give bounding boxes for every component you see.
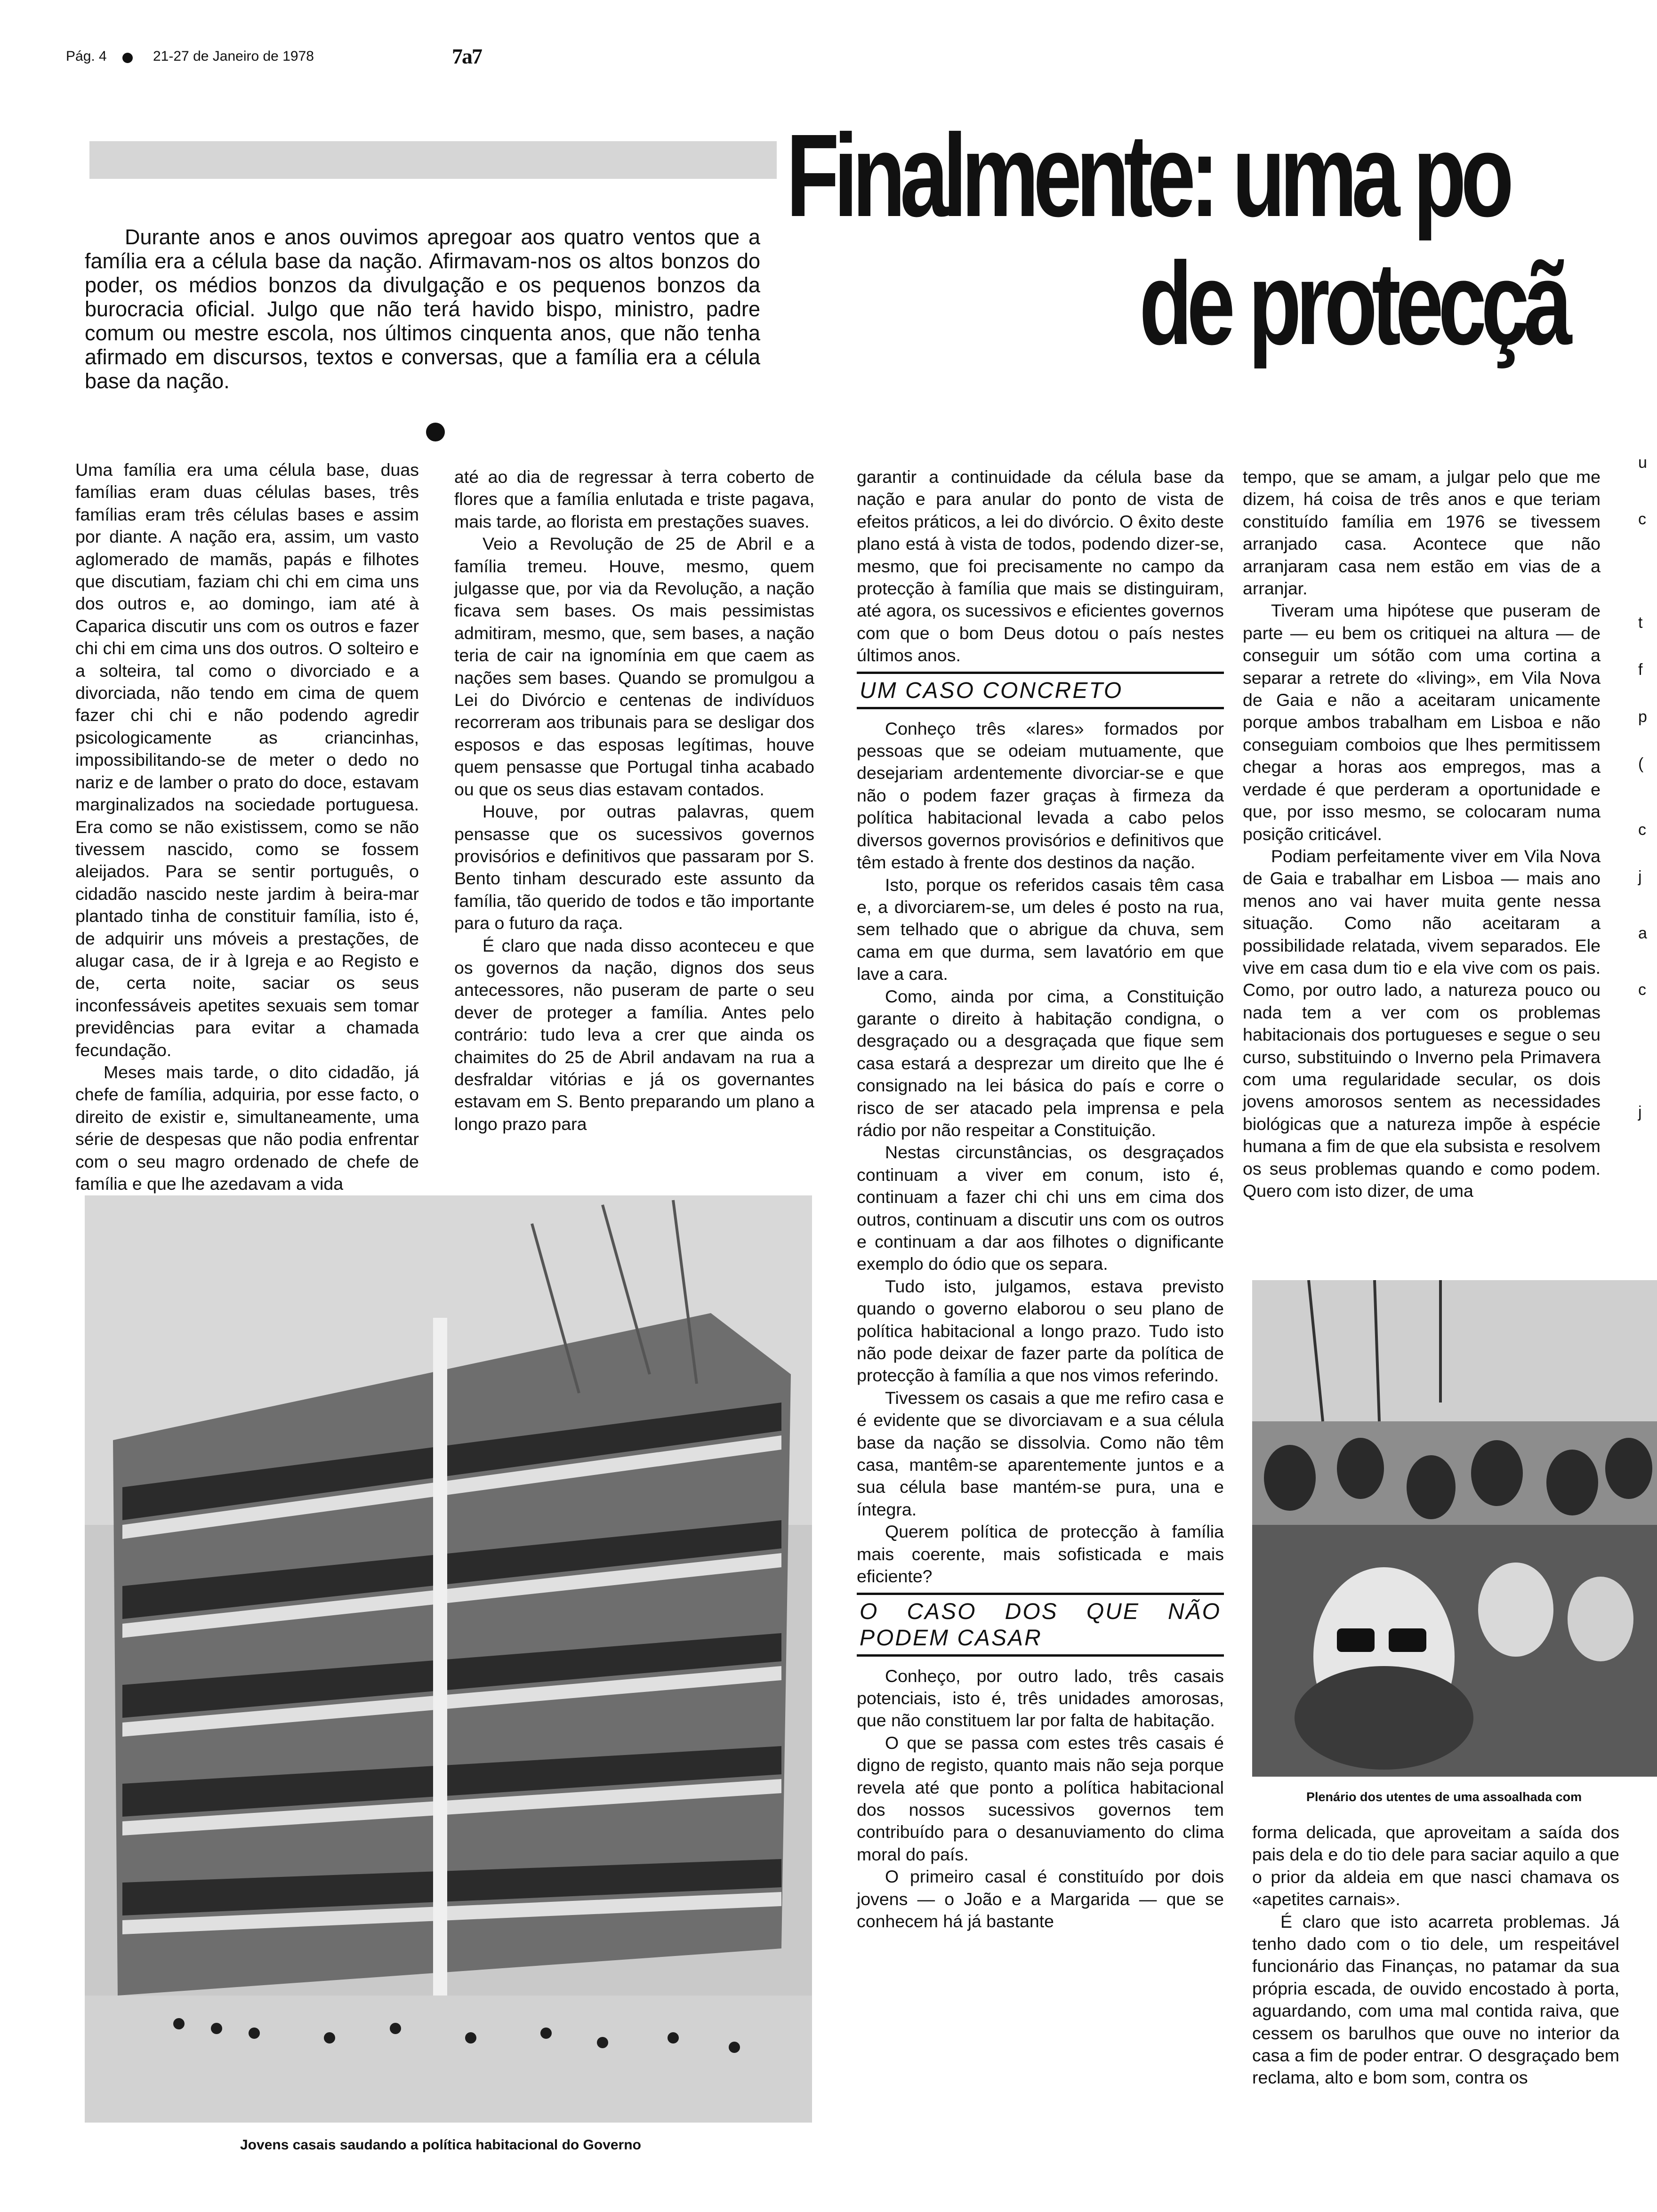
edge-fragment: p bbox=[1638, 708, 1647, 726]
intro-paragraph bbox=[85, 225, 760, 393]
intro-text: Durante anos e anos ouvimos apregoar aos quatro ventos que a família era a célula base da nação. Afirmavam-nos os altos bonzos do poder, os médios bonzos da divulgação e os pequenos bonzos da burocracia oficial. Julgo que não terá havido bispo, ministro, padre comum ou mestre escola, nos últimos cinquenta anos, que não tenha afirmado em discursos, textos e conversas, que a família era a célula base da nação. bbox=[85, 225, 760, 393]
paragraph: garantir a continuidade da célula base da nação e para anular do ponto de vista de efeitos práticos, a lei do divórcio. O êxito deste plano está à vista de todos, podendo dizer-se, mesmo, que foi precisamente no campo da protecção à família que mais se distinguiram, até agora, os sucessivos e eficientes governos com que o bom Deus dotou o país nestes últimos anos. bbox=[857, 467, 1224, 665]
paragraph: até ao dia de regressar à terra coberto de flores que a família enlutada e triste pagava, mais tarde, ao florista em prestações suaves. bbox=[454, 467, 814, 531]
article-column-2 bbox=[454, 466, 814, 1135]
article-column-4 bbox=[1243, 466, 1601, 1202]
edge-fragment: f bbox=[1638, 661, 1643, 679]
paragraph: Tivessem os casais a que me refiro casa e é evidente que se divorciavam e a sua célula base da nação se dissolvia. Como não têm casa, mantêm-se aparentemente juntos e a sua célula base mantém-se pura, una e íntegra. bbox=[857, 1387, 1224, 1519]
paragraph: Houve, por outras palavras, quem pensasse que os sucessivos governos provisórios e definitivos que passaram por S. Bento tinham descurado este assunto da família, tão querido de todos e tão importante para o futuro da raça. bbox=[454, 801, 814, 933]
page-header bbox=[66, 45, 1638, 73]
paragraph: tempo, que se amam, a julgar pelo que me dizem, há coisa de três anos e que teriam constituído família em 1976 se tivessem arranjado casa. Acontece que não arranjaram casa nem estão em vias de a arranjar. bbox=[1243, 467, 1601, 599]
crowd-illustration bbox=[1252, 1280, 1657, 1777]
edge-fragment: u bbox=[1638, 454, 1647, 472]
article-column-1 bbox=[75, 459, 419, 1195]
edge-fragment: c bbox=[1638, 821, 1646, 839]
headline-line-2: de protecçã bbox=[1139, 238, 1567, 369]
article-column-3 bbox=[857, 466, 1224, 1932]
edge-fragment: t bbox=[1638, 614, 1643, 632]
paragraph: É claro que nada disso aconteceu e que os governos da nação, dignos dos seus antecessores, não puseram de parte o seu dever de proteger a família. Antes pelo contrário: tudo leva a crer que ainda os chaimites do 25 de Abril andavam na rua a desfraldar vitórias e já os governantes estavam em S. Bento preparando um plano a longo prazo para bbox=[454, 935, 814, 1134]
paragraph: É claro que isto acarreta problemas. Já tenho dado com o tio dele, um respeitável funcionário das Finanças, no patamar da sua própria escada, de ouvido encostado à porta, aguardando, com uma mal contida raiva, que cessem os barulhos que ouve no interior da casa a fim de poder entrar. O desgraçado bem reclama, alto e bom som, contra os bbox=[1252, 1911, 1619, 2088]
paragraph: O que se passa com estes três casais é digno de registo, quanto mais não seja porque revela até que ponto a política habitacional dos nossos sucessivos governos tem contribuído para o desanuviamento do clima moral do país. bbox=[857, 1732, 1224, 1864]
photo-caption-left: Jovens casais saudando a política habitacional do Governo bbox=[240, 2137, 641, 2153]
building-illustration bbox=[85, 1195, 812, 2123]
page-number: Pág. 4 bbox=[66, 48, 107, 64]
photo-caption-right: Plenário dos utentes de uma assoalhada com bbox=[1306, 1790, 1582, 1804]
edge-fragment: j bbox=[1638, 868, 1642, 886]
paragraph: Veio a Revolução de 25 de Abril e a família tremeu. Houve, mesmo, quem julgasse que, por via da Revolução, a nação ficava sem bases. Os mais pessimistas admitiram, mesmo, que, sem bases, a nação teria de cair na ignomínia em que caem as nações sem bases. Quando se promulgou a Lei do Divórcio e centenas de indivíduos recorreram aos tribunais para se desligar dos esposos e das esposas legítimas, houve quem pensasse que Portugal tinha acabado ou que os seus dias estavam contados. bbox=[454, 534, 814, 799]
paragraph: Como, ainda por cima, a Constituição garante o direito à habitação condigna, o desgraçado ou a desgraçada que fique sem casa estará a desprezar um direito que lhe é consignado na lei básica do país e corre o risco de ser atacado pela imprensa e pela rádio por não respeitar a Constituição. bbox=[857, 986, 1224, 1140]
bullet-dot-icon bbox=[426, 423, 445, 441]
subheading-um-caso-concreto: UM CASO CONCRETO bbox=[857, 672, 1224, 709]
paragraph: Tudo isto, julgamos, estava previsto quando o governo elaborou o seu plano de política habitacional a longo prazo. Tudo isto não pode deixar de fazer parte da política de protecção à família a que nos vimos referindo. bbox=[857, 1276, 1224, 1386]
edge-fragment: j bbox=[1638, 1103, 1642, 1121]
masthead-logo: 7a7 bbox=[452, 44, 482, 68]
paragraph: forma delicada, que aproveitam a saída dos pais dela e do tio dele para saciar aquilo a que o prior da aldeia em que nasci chamava os «apetites carnais». bbox=[1252, 1822, 1619, 1909]
paragraph: Isto, porque os referidos casais têm casa e, a divorciarem-se, um deles é posto na rua, sem telhado que o abrigue da chuva, sem cama em que durma, sem lavatório em que lave a cara. bbox=[857, 874, 1224, 984]
paragraph: Nestas circunstâncias, os desgraçados continuam a viver em conum, isto é, continuam a fazer chi chi uns em cima dos outros, continuam a discutir uns com os outros e continuam a dar aos filhotes o dignificante exemplo do ódio que os separa. bbox=[857, 1142, 1224, 1274]
photo-tenants-plenary bbox=[1252, 1280, 1657, 1777]
subheading-o-caso-dos-que-nao-podem-casar: O CASO DOS QUE NÃO PODEM CASAR bbox=[857, 1593, 1224, 1657]
paragraph: Tiveram uma hipótese que puseram de parte — eu bem os critiquei na altura — de conseguir um sótão com uma cortina a separar a retrete do «living», em Vila Nova de Gaia e não a aceitaram unicamente porque ambos trabalham em Lisboa e não conseguiam comboios que lhes permitissem chegar a horas aos empregos, mas a verdade é que perderam a oportunidade e que, por isso mesmo, se colocaram numa posição criticável. bbox=[1243, 601, 1601, 844]
paragraph: Querem política de protecção à família mais coerente, mais sofisticada e mais eficiente? bbox=[857, 1522, 1224, 1587]
paragraph: Uma família era uma célula base, duas famílias eram duas células bases, três famílias eram três células bases e assim por diante. A nação era, assim, um vasto aglomerado de mamãs, papás e filhotes que discutiam, faziam chi chi em cima uns dos outros e, ao domingo, iam até à Caparica discutir uns com os outros e fazer chi chi em cima uns dos outros. O solteiro e a solteira, tal como o divorciado e a divorciada, não tendo em cima de quem fazer chi chi e não podendo agredir psicologicamente as criancinhas, impossibilitando-se de meter o dedo no nariz e de lamber o prato do doce, estavam marginalizados na sociedade portuguesa. Era como se não existissem, como se não tivessem nascido, como se fossem aleijados. Para se sentir português, o cidadão nascido neste jardim à beira-mar plantado tinha de constituir família, isto é, de adquirir uns móveis a prestações, de alugar casa, de ir à Igreja e ao Registo e de, certa noite, saciar os seus inconfessáveis apetites sexuais sem tomar previdências para evitar a chamada fecundação. bbox=[75, 460, 419, 1060]
grey-banner bbox=[89, 141, 777, 179]
edge-fragment: c bbox=[1638, 981, 1646, 999]
edge-fragment: a bbox=[1638, 924, 1647, 942]
bullet-dot-icon bbox=[122, 53, 133, 63]
paragraph: Conheço três «lares» formados por pessoas que se odeiam mutuamente, que desejariam ardentemente divorciar-se e que não o podem fazer graças à firmeza da política habitacional levada a cabo pelos diversos governos provisórios e definitivos que têm estado à frente dos destinos da nação. bbox=[857, 718, 1224, 873]
headline-line-1: Finalmente: uma po bbox=[786, 110, 1509, 241]
issue-dates: 21-27 de Janeiro de 1978 bbox=[153, 48, 314, 64]
paragraph: O primeiro casal é constituído por dois jovens — o João e a Margarida — que se conhecem há já bastante bbox=[857, 1867, 1224, 1931]
edge-fragment: ( bbox=[1638, 755, 1644, 773]
adjacent-page-edge bbox=[1638, 452, 1657, 1252]
paragraph: Podiam perfeitamente viver em Vila Nova de Gaia e trabalhar em Lisboa — mais ano menos ano vai haver muita gente nessa situação. Como não aceitaram a possibilidade relatada, vivem separados. Ele vive em casa dum tio e ela vive com os pais. Como, por outro lado, a natureza pouco ou nada tem a ver com os problemas habitacionais dos portugueses e segue o seu curso, substituindo o Inverno pela Primavera com uma regularidade secular, os dois jovens amorosos sentem as necessidades biológicas que a natureza impõe à espécie humana a fim de que ela subsista e resolvem os seus problemas quando e como podem. Quero com isto dizer, de uma bbox=[1243, 846, 1601, 1201]
paragraph: Meses mais tarde, o dito cidadão, já chefe de família, adquiria, por esse facto, o direito de existir e, simultaneamente, uma série de despesas que não podia enfrentar com o seu magro ordenado de chefe de família e que lhe azedavam a vida bbox=[75, 1062, 419, 1194]
photo-housing-building bbox=[85, 1195, 812, 2123]
paragraph: Conheço, por outro lado, três casais potenciais, isto é, três unidades amorosas, que não constituem lar por falta de habitação. bbox=[857, 1666, 1224, 1731]
edge-fragment: c bbox=[1638, 510, 1646, 528]
article-column-4-continued bbox=[1252, 1821, 1619, 2089]
